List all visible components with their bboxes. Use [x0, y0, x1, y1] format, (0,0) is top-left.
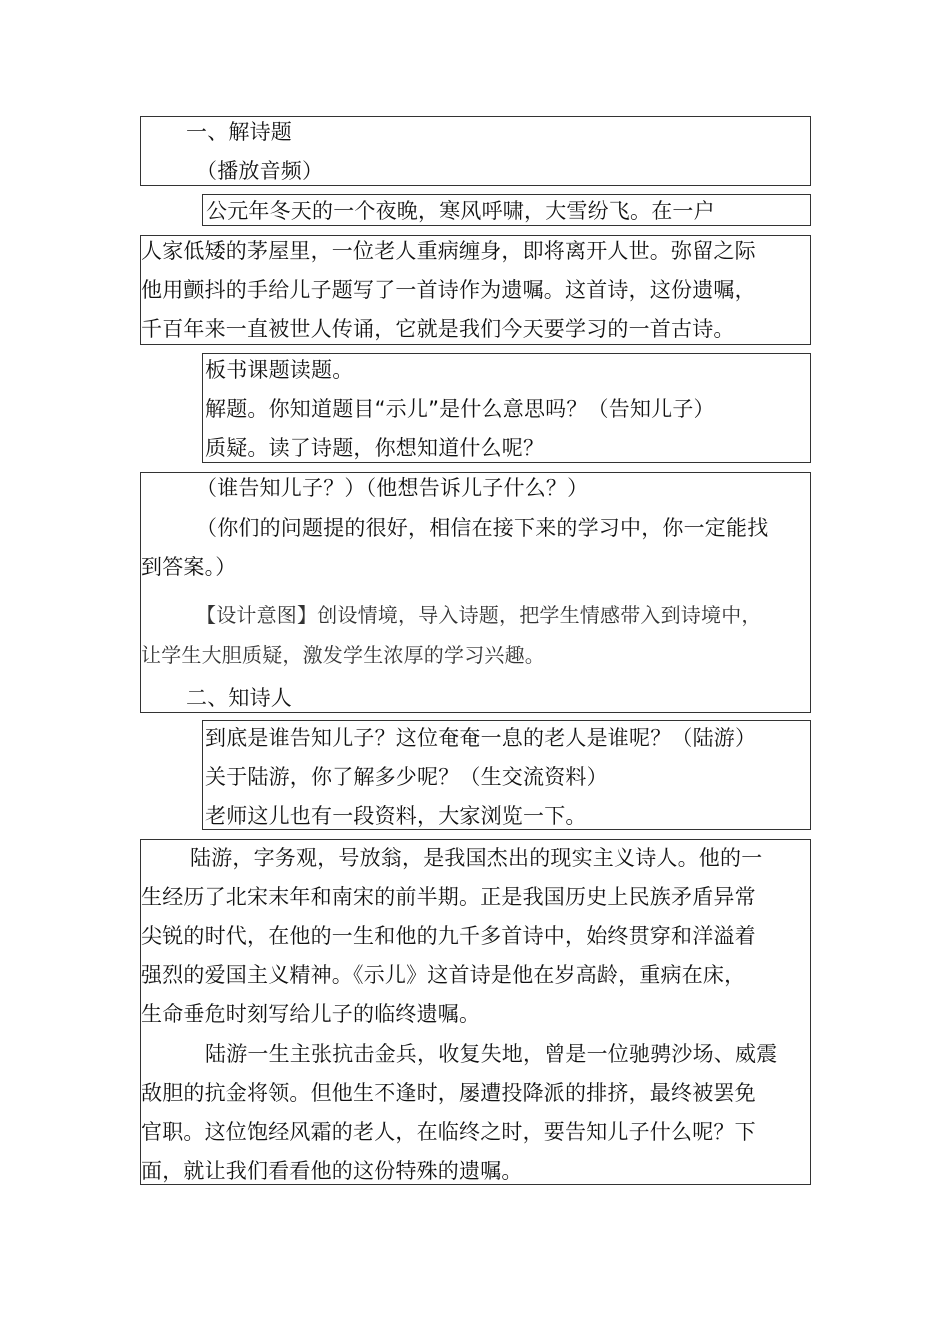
poet-question-2: 关于陆游，你了解多少呢？（生交流资料） — [205, 765, 608, 789]
design-intent-1: 【设计意图】创设情境，导入诗题，把学生情感带入到诗境中， — [196, 603, 762, 627]
section-heading-1: 一、解诗题 — [186, 120, 292, 144]
step-explain-title: 解题。你知道题目“示儿”是什么意思吗？（告知儿子） — [205, 397, 715, 421]
bio-line-4: 强烈的爱国主义精神。《示儿》这首诗是他在岁高龄，重病在床， — [141, 963, 746, 987]
audio-note: （播放音频） — [196, 159, 324, 183]
bio-line-7: 敌胆的抗金将领。但他生不逢时，屡遭投降派的排挤，最终被罢免 — [141, 1081, 756, 1105]
step-question: 质疑。读了诗题，你想知道什么呢？ — [205, 436, 545, 460]
bio-line-3: 尖锐的时代，在他的一生和他的九千多首诗中，始终贯穿和洋溢着 — [141, 924, 756, 948]
intro-line-2: 人家低矮的茅屋里，一位老人重病缠身，即将离开人世。弥留之际 — [141, 239, 756, 263]
bio-line-9: 面，就让我们看看他的这份特殊的遗嘱。 — [141, 1159, 523, 1183]
intro-line-1: 公元年冬天的一个夜晚，寒风呼啸，大雪纷飞。在一户 — [206, 199, 715, 223]
intro-line-3: 他用颤抖的手给儿子题写了一首诗作为遗嘱。这首诗，这份遗嘱， — [141, 278, 756, 302]
student-questions: （谁告知儿子？）（他想告诉儿子什么？） — [196, 476, 589, 500]
poet-question-3: 老师这儿也有一段资料，大家浏览一下。 — [205, 804, 587, 828]
intro-line-4: 千百年来一直被世人传诵，它就是我们今天要学习的一首古诗。 — [141, 317, 735, 341]
bio-line-2: 生经历了北宋末年和南宋的前半期。正是我国历史上民族矛盾异常 — [141, 885, 756, 909]
section-heading-2: 二、知诗人 — [186, 686, 292, 710]
bio-line-6: 陆游一生主张抗击金兵，收复失地，曾是一位驰骋沙场、威震 — [205, 1042, 778, 1066]
design-intent-2: 让学生大胆质疑，激发学生浓厚的学习兴趣。 — [141, 643, 545, 667]
step-read-title: 板书课题读题。 — [205, 358, 354, 382]
teacher-response-1: （你们的问题提的很好，相信在接下来的学习中，你一定能找 — [196, 516, 769, 540]
bio-line-1: 陆游，字务观，号放翁，是我国杰出的现实主义诗人。他的一 — [190, 846, 763, 870]
poet-question-1: 到底是谁告知儿子？这位奄奄一息的老人是谁呢？（陆游） — [205, 726, 757, 750]
bio-line-8: 官职。这位饱经风霜的老人，在临终之时，要告知儿子什么呢？下 — [141, 1120, 756, 1144]
teacher-response-2: 到答案。） — [141, 555, 237, 579]
bio-line-5: 生命垂危时刻写给儿子的临终遗嘱。 — [141, 1002, 481, 1026]
questions-box — [140, 472, 811, 713]
